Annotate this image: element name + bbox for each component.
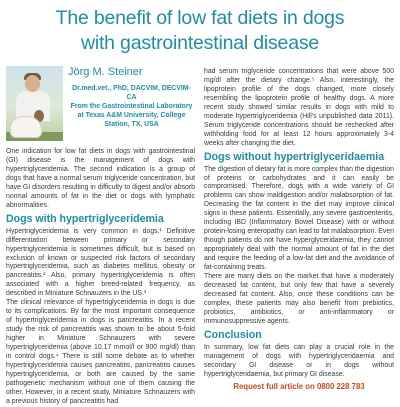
- author-affiliation: From the Gastrointestinal Laboratory at Texas A&M University, College Station, TX, USA: [70, 103, 193, 128]
- section-heading-conclusion: Conclusion: [204, 328, 262, 341]
- author-photo: [6, 66, 63, 141]
- article-title: [0, 0, 400, 62]
- author-block: [6, 66, 195, 146]
- right-column: [204, 68, 394, 402]
- title-line-1: The benefit of low fat diets in dogs: [55, 7, 345, 29]
- request-article-link[interactable]: Request full article on 0800 228 783: [233, 381, 365, 391]
- intro-paragraph: One indication for low fat diets in dogs with gastrointestinal (GI) disease is the management of dogs with hypertriglyceridemia. The second indication is a group of dogs that have a normal serum triglyceride concentration, but have GI disorders resulting in difficulty to digest and/or absorb normal amounts of fat in the diet or dogs with lymphatic abnormalities.: [6, 148, 195, 209]
- body-paragraph: The digestion of dietary fat is more complex than the digestion of proteins or carbohydrates and it can easily be compromised. Therefore, dogs with a wide variety of GI problems can show maldigestion and/or malabsorption of fat. Decreasing the fat content in the diet may improve clinical signs in these patients. Essentially, any severe gastroenteritis, including IBD (Inflammatory Bowel Disease) with or without protein-losing enteropathy can lead to fat malabsorption. Even though patients do not have hyperglyceridaemia, they cannot appropriately deal with the normal amount of fat in the diet and require the feeding of a low-fat diet and the avoidance of fat-containing treats.: [204, 165, 394, 272]
- body-paragraph: had serum triglyceride concentrations that were above 500 mg/dl after the dietary change.⁵ Also, interestingly, the lipoprotein profile of the dogs changed, more closely resembling the lipoprotein profile of healthy dogs. A more recent study showed similar results in dogs with mild to moderate hypertriglyceridemia (Hill's unpublished data 2011). Serum triglyceride concentrations should be rechecked after withholding food for at least 12 hours approximately 3-4 weeks after changing the diet.: [204, 68, 394, 147]
- author-credentials: Dr.med.vet., PhD, DACVIM, DECVIM-CA: [72, 85, 191, 101]
- conclusion-paragraph: In summary, low fat diets can play a crucial role in the management of dogs with hypertriglyceridaemia and secondary GI disease or in dogs without hypertriglyceridaemia, but primary GI disease.: [204, 343, 394, 378]
- left-column: [6, 66, 195, 405]
- author-info: [68, 66, 195, 129]
- section-heading-without-hypertriglyceridaemia: Dogs without hypertriglyceridaemia: [204, 150, 385, 163]
- author-name: Jörg M. Steiner: [68, 66, 143, 78]
- section-heading-hypertriglyceridemia: Dogs with hypertriglyceridemia: [6, 212, 164, 225]
- body-paragraph: There are many diets on the market that have a moderately decreased fat content, but only few that have a severely decreased fat content. Also, once these conditions can be complex, these patients may also benefit from prebiotics, probiotics, antibiotics, or anti-inflammatory or immunosuppressive agents.: [204, 273, 394, 325]
- body-paragraph: Hypertriglyceridemia is very common in dogs.¹ Definitive differentiation between primary or secondary hypertriglyceridemia is sometimes difficult, but is based on exclusion of known or suspected risk factors of secondary hypertriglyceridemia, such as diabetes mellitus, obesity or pancreatitis.² Also, primary hypertriglyceridemia is often associated with a higher breed-related frequency, as described in Miniature Schnauzers in the US.³: [6, 227, 195, 298]
- body-paragraph: The clinical relevance of hypertriglyceridemia in dogs is due to its complications. By far the most important consequence of hypertriglyceridemia in dogs is pancreatitis. In a recent study the risk of pancreatitis was shown to be about 5-fold higher in Miniature Schnauzers with severe hypertriglyceridemia (above 10.17 mmol/l or 900 mg/dl) than in control dogs.⁴ There is still some debate as to whether hypertriglyceridemia causes pancreatitis, pancreatitis causes hypertriglyceridemia, or both are caused by the same pathogenetic mechanism without one of them causing the other. However, in a recent study, Miniature Schnauzers with a previous history of pancreatitis had: [6, 299, 195, 405]
- title-line-2: with gastrointestinal disease: [80, 32, 320, 54]
